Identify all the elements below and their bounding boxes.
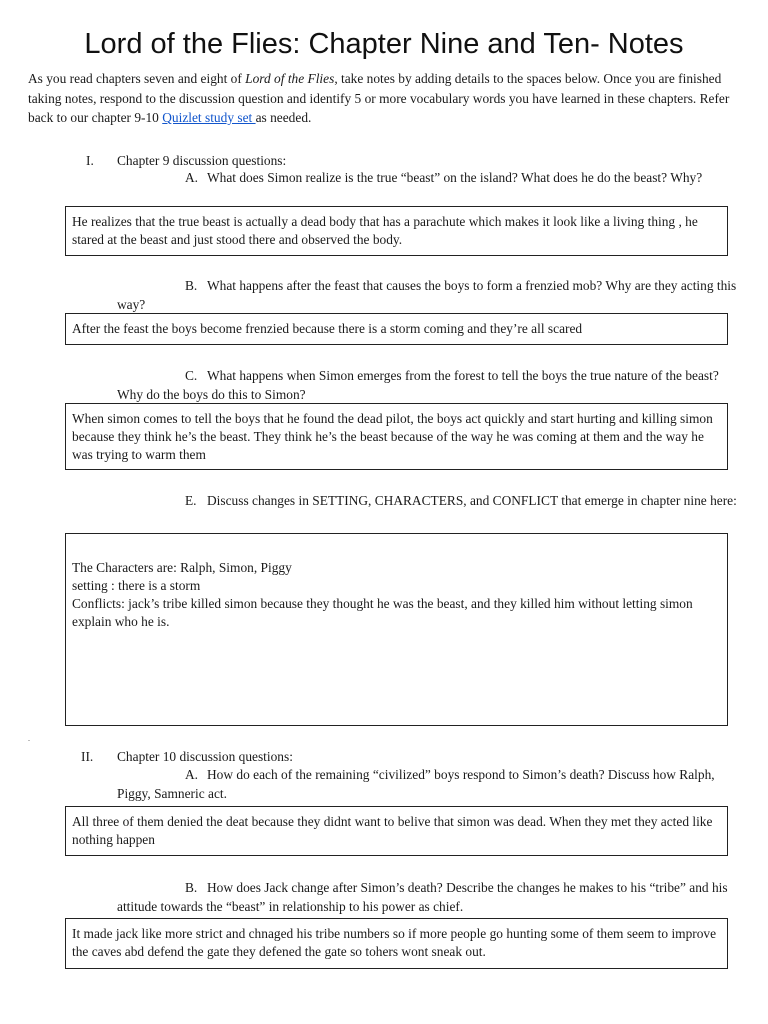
question-9b	[117, 277, 747, 314]
section-numeral: II.	[81, 749, 94, 764]
section-title: Chapter 9 discussion questions:	[117, 153, 287, 168]
answer-box-9c[interactable]	[65, 403, 728, 470]
question-10b	[117, 879, 747, 916]
book-title: Lord of the Flies	[245, 71, 335, 86]
answer-box-9b[interactable]	[65, 313, 728, 345]
answer-line-conflicts: Conflicts: jack’s tribe killed simon because they thought he was the beast, and they killed him without letting simon explain who he is.	[72, 596, 693, 629]
quizlet-link[interactable]: Quizlet study set	[162, 110, 256, 125]
answer-box-10a[interactable]	[65, 806, 728, 856]
question-letter: A.	[185, 767, 199, 782]
answer-text: It made jack like more strict and chnaged his tribe numbers so if more people go hunting some of them seem to improve the caves abd defend the gate they defened the gate so tohers wont sneak out.	[72, 926, 717, 959]
answer-box-9e[interactable]	[65, 533, 728, 726]
question-letter: B.	[185, 278, 198, 293]
question-letter: C.	[185, 368, 198, 383]
answer-line-characters: The Characters are: Ralph, Simon, Piggy	[72, 560, 292, 575]
section-numeral: I.	[86, 153, 94, 168]
question-text: What does Simon realize is the true “beast” on the island? What does he do the beast? Why?	[207, 170, 703, 185]
question-text: What happens after the feast that causes the boys to form a frenzied mob? Why are they acting this way?	[117, 278, 737, 312]
answer-text: He realizes that the true beast is actually a dead body that has a parachute which makes it look like a living thing , he stared at the beast and just stood there and observed the body.	[72, 214, 698, 247]
question-9a	[117, 169, 747, 188]
page-title: Lord of the Flies: Chapter Nine and Ten- Notes	[84, 28, 684, 60]
instructions-text-middle: , take notes by adding details to the spaces below. Once you are finished taking notes, respond to the discussion question and identify 5 or more vocabulary words you have learned in these chapters. Refer back to our chapter 9-10	[28, 71, 730, 125]
stray-mark: .	[28, 734, 30, 743]
question-text: Discuss changes in SETTING, CHARACTERS, and CONFLICT that emerge in chapter nine here:	[207, 493, 737, 508]
answer-text: When simon comes to tell the boys that he found the dead pilot, the boys act quickly and start hurting and killing simon because they think he’s the beast. They think he’s the beast because of the way he was coming at them and the way he was trying to warm them	[72, 411, 713, 462]
answer-text: After the feast the boys become frenzied because there is a storm coming and they’re all scared	[72, 321, 583, 336]
question-10a	[117, 766, 747, 803]
question-9e	[117, 492, 747, 511]
instructions-text-end: as needed.	[255, 110, 312, 125]
answer-line-setting: setting : there is a storm	[72, 578, 201, 593]
question-letter: A.	[185, 170, 199, 185]
instructions-text-start: As you read chapters seven and eight of	[28, 71, 246, 86]
question-9c	[117, 367, 747, 404]
question-letter: E.	[185, 493, 197, 508]
question-text: How do each of the remaining “civilized” boys respond to Simon’s death? Discuss how Ralph, Piggy, Samneric act.	[117, 767, 715, 801]
answer-text: All three of them denied the deat because they didnt want to belive that simon was dead. When they met they acted like nothing happen	[72, 814, 713, 847]
answer-box-10b[interactable]	[65, 918, 728, 969]
section-title: Chapter 10 discussion questions:	[117, 749, 293, 764]
question-text: What happens when Simon emerges from the forest to tell the boys the true nature of the beast? Why do the boys do this to Simon?	[117, 368, 719, 402]
question-text: How does Jack change after Simon’s death? Describe the changes he makes to his “tribe” and his attitude towards the “beast” in relationship to his power as chief.	[117, 880, 728, 914]
instructions-paragraph	[28, 69, 744, 128]
answer-box-9a[interactable]	[65, 206, 728, 256]
question-letter: B.	[185, 880, 198, 895]
